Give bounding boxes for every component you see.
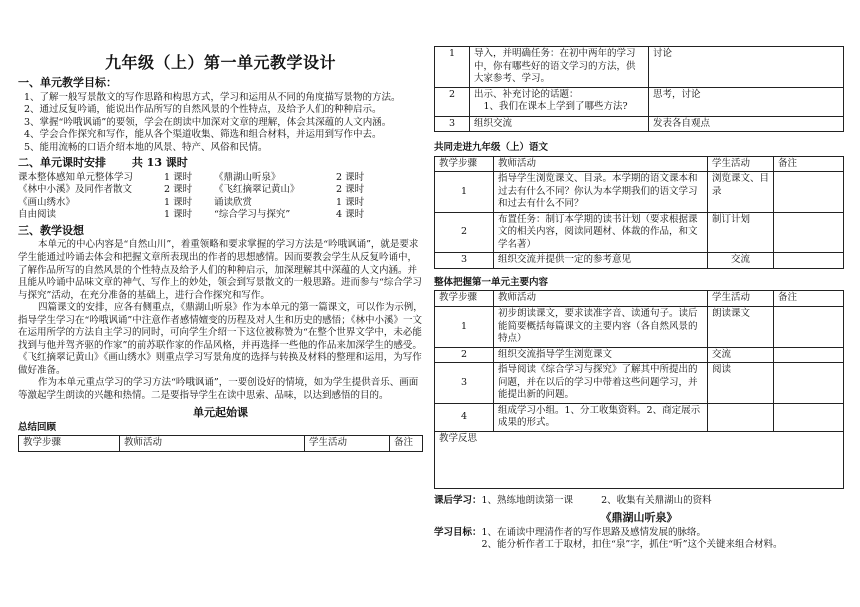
lesson-title: 《鼎湖山听泉》 bbox=[600, 511, 678, 525]
homework-item: 1、熟练地朗读第一课 bbox=[481, 494, 574, 506]
section-label: 整体把握第一单元主要内容 bbox=[434, 276, 549, 288]
table-header-row: 教学步骤 教师活动 学生活动 备注 bbox=[435, 291, 844, 307]
goal-item: 4、学会合作探究和写作，能从各个渠道收集、筛选和组合材料，并运用到写作中去。 bbox=[24, 129, 382, 141]
objectives-block bbox=[434, 527, 844, 552]
table-row: 2 布置任务：制订本学期的读书计划（要求根据课文的相关内容，阅读同题材、体裁的作品，和文学名著） 制订计划 bbox=[435, 212, 844, 253]
reflection-cell: 教学反思 bbox=[435, 431, 844, 488]
schedule-total: 共 13 课时 bbox=[131, 156, 188, 170]
homework-item: 2、收集有关鼎湖山的资料 bbox=[601, 494, 712, 506]
objectives-label: 学习目标： bbox=[434, 526, 482, 538]
start-lesson-title: 单元起始课 bbox=[193, 406, 248, 420]
homework-line bbox=[434, 495, 844, 508]
goal-item: 2、通过反复吟诵，能说出作品所写的自然风景的个性特点，及给予人们的种种启示。 bbox=[24, 104, 382, 116]
idea-heading: 三、教学设想 bbox=[18, 223, 84, 237]
table-row: 4 组成学习小组。1、分工收集资料。2、商定展示成果的形式。 bbox=[435, 403, 844, 431]
review-label: 总结回顾 bbox=[18, 421, 57, 433]
table-row: 1 初步朗读课文，要求读准字音、读通句子。读后能简要概括每篇课文的主要内容（各自然风景的特点） 朗读课文 bbox=[435, 306, 844, 347]
schedule-row: 自由阅读 1 课时 “综合学习与探究” 4 课时 bbox=[18, 209, 365, 221]
objective-item: 2、能分析作者工于取材，扣住“泉”字，抓住“听”这个关键来组合材料。 bbox=[481, 539, 783, 551]
table-row: 2 出示、补充讨论的话题： 1、我们在课本上学到了哪些方法? 思考，讨论 bbox=[435, 87, 844, 116]
objective-item: 1、在诵读中理清作者的写作思路及感情发展的脉络。 bbox=[481, 526, 707, 538]
idea-paragraph: 本单元的中心内容是“自然山川”，着重领略和要求掌握的学习方法是“吟哦讽诵”，就是要求学生能通过吟诵去体会和把握文章所表现出的作者的思想感情。因而要教会学生从反复吟诵中，了解作品所写的自然风景的个性特点及给予人们的种种启示，加深理解其中深蕴的人文内涵。并且能从吟诵中品味文章的神气、写作上的妙处，领会到写景散文的一般思路。进而参与“综合学习与探究”活动，在充分准备的基础上，进行合作探究和写作。 bbox=[18, 239, 422, 301]
goals-list bbox=[18, 92, 423, 155]
objectives-list bbox=[482, 527, 783, 552]
homework-label: 课后学习： bbox=[434, 494, 482, 506]
table-row: 3 组织交流并提供一定的参考意见 交流 bbox=[435, 253, 844, 269]
schedule-table bbox=[18, 172, 423, 222]
idea-paragraph: 作为本单元重点学习的学习方法“吟哦讽诵”，一要创设好的情境，如为学生提供音乐、画面等激起学生朗读的兴趣和热情。二是要指导学生在读中思索、品味，以达到感悟的目的。 bbox=[18, 377, 419, 401]
page-title: 九年级（上）第一单元教学设计 bbox=[104, 53, 336, 72]
review-continued-table bbox=[434, 46, 844, 132]
left-column bbox=[18, 0, 423, 452]
goals-heading: 一、单元教学目标： bbox=[18, 76, 117, 90]
table-header-row: 教学步骤 教师活动 学生活动 备注 bbox=[19, 436, 423, 452]
table-row: 2 组织交流指导学生浏览课文 交流 bbox=[435, 347, 844, 363]
review-table bbox=[18, 435, 423, 452]
table-header-row: 教学步骤 教师活动 学生活动 备注 bbox=[435, 156, 844, 172]
unit-overview-table bbox=[434, 290, 844, 488]
goal-item: 1、了解一般写景散文的写作思路和构思方式，学习和运用从不同的角度描写景物的方法。 bbox=[24, 91, 401, 103]
goal-item: 3、掌握“吟哦讽诵”的要领，学会在朗读中加深对文章的理解，体会其深蕴的人文内涵。 bbox=[24, 116, 392, 128]
schedule-row: 《林中小溪》及同作者散文 2 课时 《飞红摘翠记黄山》 2 课时 bbox=[18, 184, 365, 196]
table-row: 3 指导阅读《综合学习与探究》了解其中所提出的问题，并在以后的学习中带着这些问题学习，并能提出新的问题。 阅读 bbox=[435, 363, 844, 404]
right-column bbox=[434, 0, 844, 552]
reflection-row bbox=[435, 431, 844, 488]
schedule-row: 课本整体感知 单元整体学习 1 课时 《鼎湖山听泉》 2 课时 bbox=[18, 171, 365, 183]
section-label: 共同走进九年级（上）语文 bbox=[434, 142, 549, 154]
table-row: 3 组织交流 发表各自观点 bbox=[435, 116, 844, 132]
goal-item: 5、能用流畅的口语介绍本地的风景、特产、风俗和民情。 bbox=[24, 141, 268, 153]
schedule-row: 《画山绣水》 1 课时 诵读欣赏 1 课时 bbox=[18, 196, 365, 208]
table-row: 1 指导学生浏览课文、目录。本学期的语文课本和过去有什么不同？你认为本学期我们的语文学习和过去有什么不同？ 浏览课文、目录 bbox=[435, 172, 844, 213]
enter-grade9-table bbox=[434, 156, 844, 269]
schedule-heading: 二、单元课时安排 共 13 课时 bbox=[18, 156, 188, 170]
table-row: 1 导入，并明确任务：在初中两年的学习中，你有哪些好的语文学习的方法，供大家参考、学习。 讨论 bbox=[435, 47, 844, 88]
idea-paragraph: 四篇课文的安排，应各有侧重点，《鼎湖山听泉》作为本单元的第一篇课文，可以作为示例，指导学生学习在“吟哦讽诵”中注意作者感情嬗变的历程及对人生和历史的感悟；《林中小溪》一文在运用所学的方法自主学习的同时，可向学生介绍一下这位被称赞为“在整个世界文学中，未必能找到与他并驾齐驱的作家”的前苏联作家的作品风格，并再选择一些他的作品来加深学生的感受。《飞红摘翠记黄山》《画山绣水》则重点学习写景角度的选择与转换及材料的整理和运用，为写作做好准备。 bbox=[18, 302, 423, 376]
